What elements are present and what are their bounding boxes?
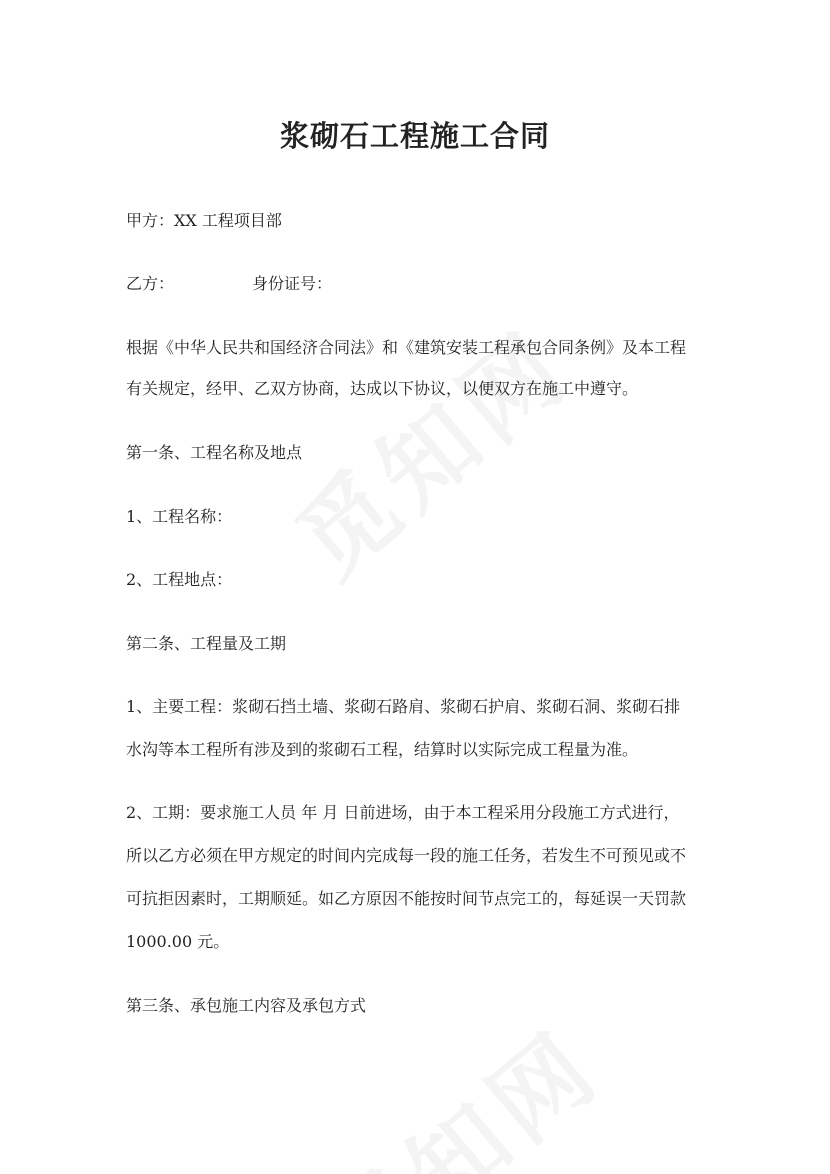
watermark bbox=[293, 994, 625, 1174]
article2-item1-line: 水沟等本工程所有涉及到的浆砌石工程，结算时以实际完成工程量为准。 bbox=[126, 740, 639, 759]
article2-item2-line: 所以乙方必须在甲方规定的时间内完成每一段的施工任务，若发生不可预见或不 bbox=[126, 846, 687, 865]
article2-item2-line: 1000.00 元。 bbox=[126, 932, 230, 951]
article2-item1-line: 1、主要工程：浆砌石挡土墙、浆砌石路肩、浆砌石护肩、浆砌石洞、浆砌石排 bbox=[126, 697, 681, 716]
party-b-id-label: 身份证号： bbox=[252, 274, 333, 293]
article1-item-location: 2、工程地点： bbox=[126, 570, 233, 589]
document-title: 浆砌石工程施工合同 bbox=[279, 119, 550, 153]
intro-line: 根据《中华人民共和国经济合同法》和《建筑安装工程承包合同条例》及本工程 bbox=[126, 338, 687, 357]
article1-item-name: 1、工程名称： bbox=[126, 507, 233, 526]
article2-heading: 第二条、工程量及工期 bbox=[126, 634, 287, 653]
article2-item2-line: 2、工期：要求施工人员 年 月 日前进场，由于本工程采用分段施工方式进行， bbox=[126, 803, 680, 822]
intro-line: 有关规定，经甲、乙双方协商，达成以下协议，以便双方在施工中遵守。 bbox=[126, 379, 639, 398]
article3-heading: 第三条、承包施工内容及承包方式 bbox=[126, 996, 367, 1015]
article1-heading: 第一条、工程名称及地点 bbox=[126, 443, 303, 462]
party-a: 甲方：XX 工程项目部 bbox=[126, 211, 282, 230]
party-b-label: 乙方： bbox=[126, 274, 175, 293]
article2-item2-line: 可抗拒因素时，工期顺延。如乙方原因不能按时间节点完工的，每延误一天罚款 bbox=[126, 889, 687, 908]
